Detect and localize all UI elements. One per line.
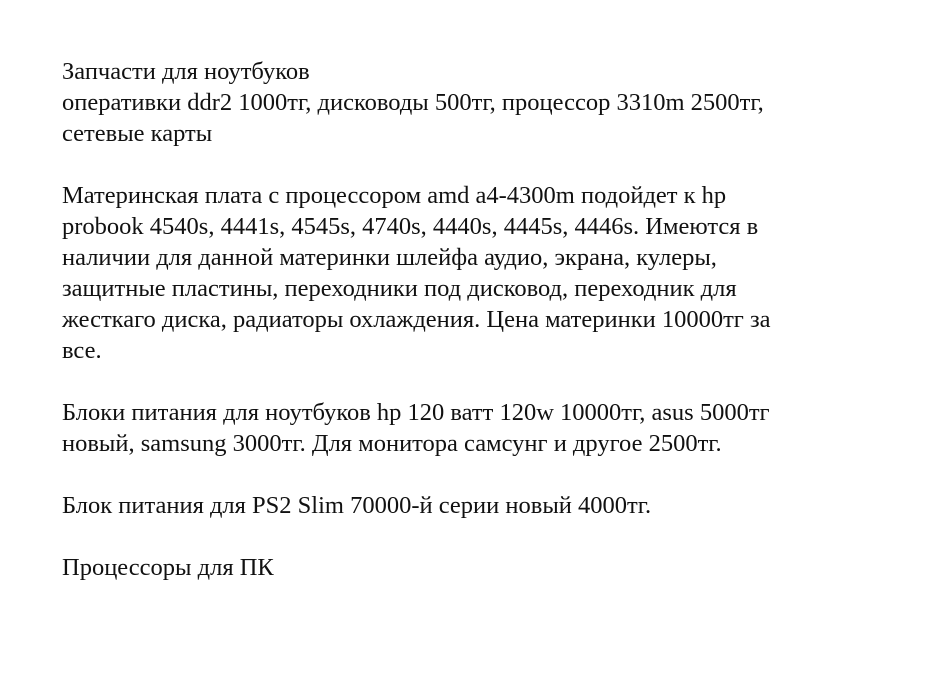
text-line: защитные пластины, переходники под дисковод, переходник для (62, 275, 737, 302)
paragraph-pc-processors (62, 552, 882, 583)
text-line: сетевые карты (62, 120, 213, 147)
text-line: жесткаго диска, радиаторы охлаждения. Цена материнки 10000тг за (62, 306, 771, 333)
text-line: оперативки ddr2 1000тг, дисководы 500тг, процессор 3310m 2500тг, (62, 89, 764, 116)
text-line: все. (62, 337, 102, 364)
paragraph-laptop-parts (62, 56, 882, 149)
text-line: новый, samsung 3000тг. Для монитора самсунг и другое 2500тг. (62, 430, 722, 457)
text-line: probook 4540s, 4441s, 4545s, 4740s, 4440s, 4445s, 4446s. Имеются в (62, 213, 759, 240)
document-body (62, 56, 882, 614)
paragraph-power-supplies (62, 397, 882, 459)
paragraph-ps2-power (62, 490, 882, 521)
text-line: Материнская плата с процессором amd a4-4300m подойдет к hp (62, 182, 727, 209)
text-line: Блок питания для PS2 Slim 70000-й серии новый 4000тг. (62, 492, 652, 519)
text-line: наличии для данной материнки шлейфа аудио, экрана, кулеры, (62, 244, 717, 271)
heading-pc-processors: Процессоры для ПК (62, 554, 274, 581)
heading-laptop-parts: Запчасти для ноутбуков (62, 58, 310, 85)
paragraph-motherboard (62, 180, 882, 366)
text-line: Блоки питания для ноутбуков hp 120 ватт 120w 10000тг, asus 5000тг (62, 399, 770, 426)
